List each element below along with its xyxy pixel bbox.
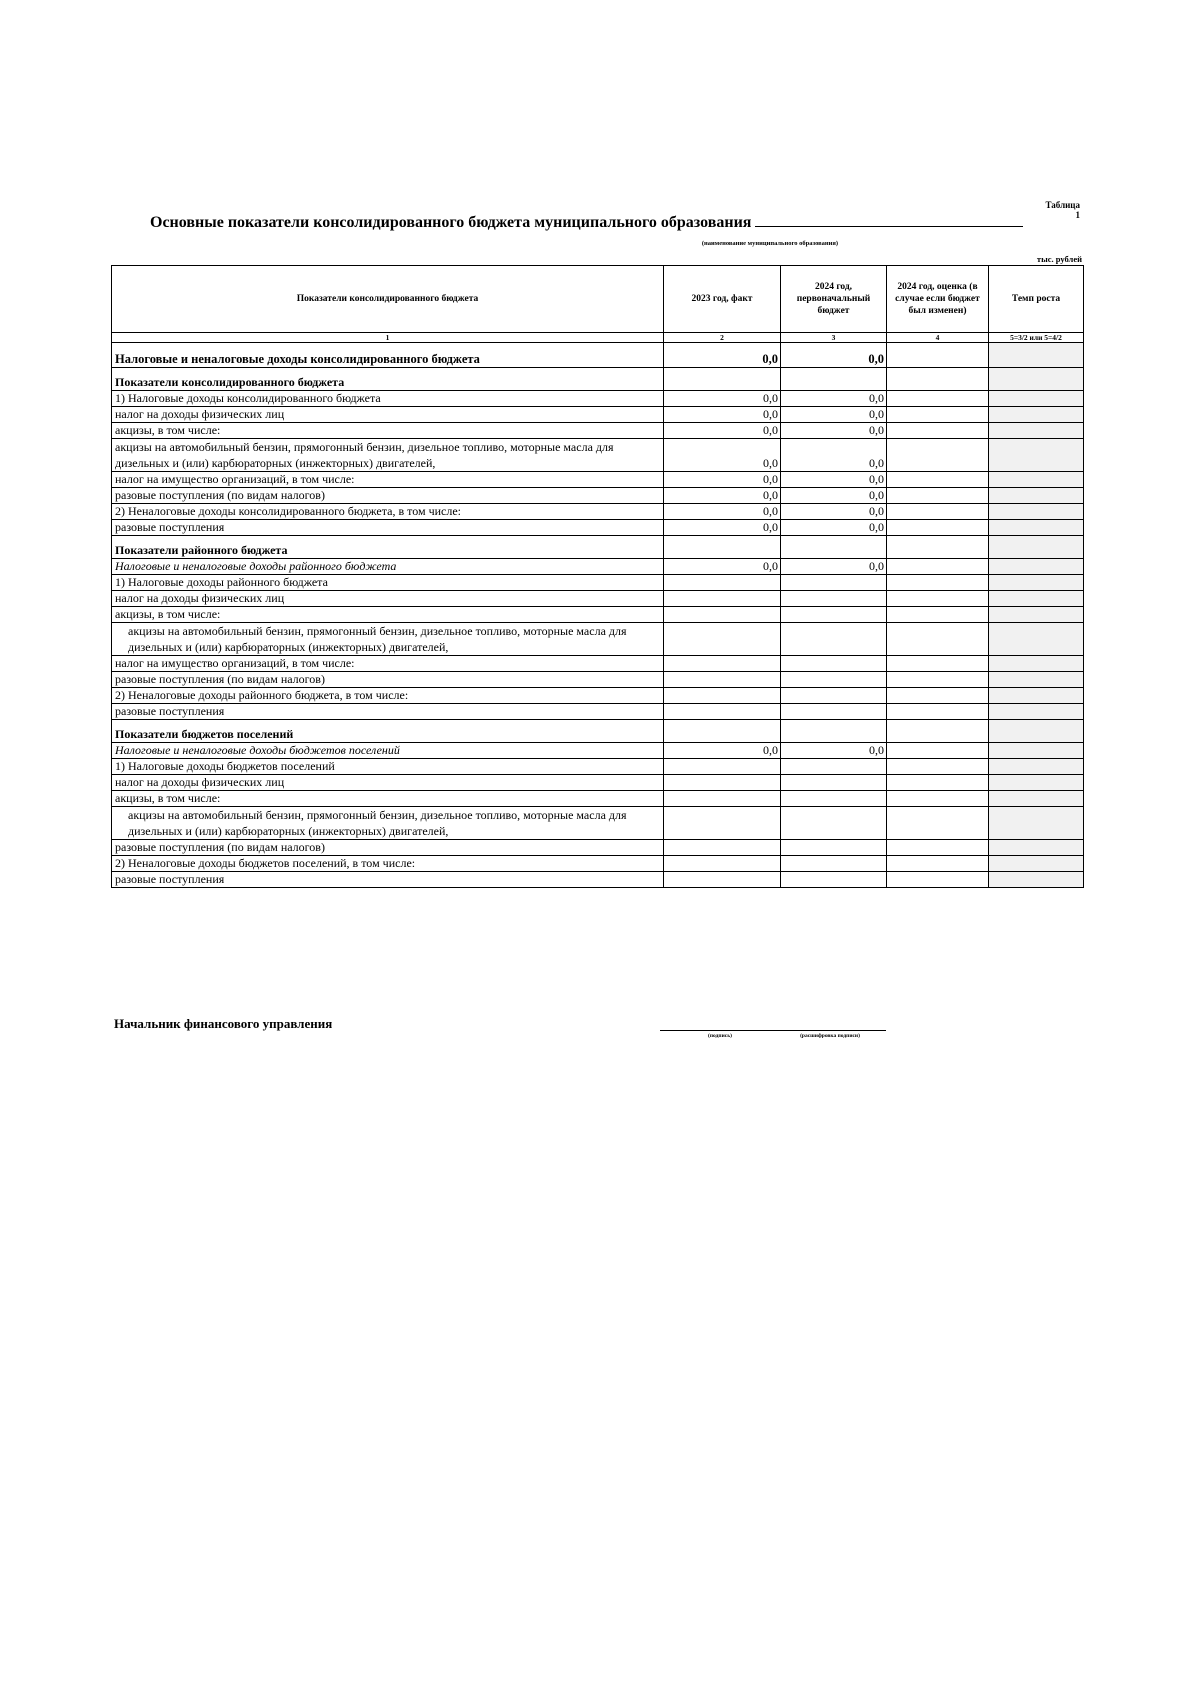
row-label: 1) Налоговые доходы районного бюджета — [112, 575, 664, 591]
table-row — [112, 488, 1084, 504]
table-row — [112, 607, 1084, 623]
value-initial-2024: 0,0 — [781, 439, 887, 472]
signature-decoding-caption: (расшифровка подписи) — [800, 1033, 860, 1039]
row-label: акцизы, в том числе: — [112, 791, 664, 807]
table-row — [112, 872, 1084, 888]
header-fact-2023: 2023 год, факт — [664, 266, 781, 333]
value-fact-2023: 0,0 — [664, 343, 781, 368]
table-row — [112, 704, 1084, 720]
row-label: акцизы, в том числе: — [112, 607, 664, 623]
table-header-row — [112, 266, 1084, 333]
column-numbers-row — [112, 333, 1084, 343]
table-row — [112, 520, 1084, 536]
value-fact-2023: 0,0 — [664, 559, 781, 575]
row-label: акцизы на автомобильный бензин, прямогонный бензин, дизельное топливо, моторные масла для дизельных и (или) карбюраторных (инжекторных) двигателей, — [112, 439, 664, 472]
table-row — [112, 623, 1084, 656]
table-row — [112, 559, 1084, 575]
table-row — [112, 791, 1084, 807]
table-row — [112, 575, 1084, 591]
header-indicator: Показатели консолидированного бюджета — [112, 266, 664, 333]
value-initial-2024: 0,0 — [781, 743, 887, 759]
value-fact-2023: 0,0 — [664, 743, 781, 759]
row-label: акцизы, в том числе: — [112, 423, 664, 439]
units-label: тыс. рублей — [1036, 254, 1082, 264]
table-row — [112, 407, 1084, 423]
document-title — [150, 212, 1023, 232]
row-label: Налоговые и неналоговые доходы консолидированного бюджета — [112, 343, 664, 368]
section-heading-row — [112, 536, 1084, 559]
value-initial-2024: 0,0 — [781, 520, 887, 536]
value-fact-2023: 0,0 — [664, 520, 781, 536]
row-label: разовые поступления (по видам налогов) — [112, 840, 664, 856]
header-initial-2024: 2024 год, первоначальный бюджет — [781, 266, 887, 333]
row-label: разовые поступления — [112, 704, 664, 720]
row-label: налог на доходы физических лиц — [112, 591, 664, 607]
value-fact-2023: 0,0 — [664, 488, 781, 504]
value-initial-2024: 0,0 — [781, 559, 887, 575]
row-label: разовые поступления (по видам налогов) — [112, 488, 664, 504]
value-fact-2023: 0,0 — [664, 423, 781, 439]
row-label: 2) Неналоговые доходы бюджетов поселений, в том числе: — [112, 856, 664, 872]
document-title-text: Основные показатели консолидированного бюджета муниципального образования — [150, 214, 752, 231]
table-row — [112, 504, 1084, 520]
table-row — [112, 688, 1084, 704]
row-label: налог на имущество организаций, в том числе: — [112, 656, 664, 672]
signatory-title: Начальник финансового управления — [114, 1016, 333, 1031]
row-label: разовые поступления (по видам налогов) — [112, 672, 664, 688]
header-growth: Темп роста — [989, 266, 1084, 333]
row-label: налог на доходы физических лиц — [112, 775, 664, 791]
value-fact-2023: 0,0 — [664, 439, 781, 472]
value-initial-2024: 0,0 — [781, 423, 887, 439]
section-heading-row — [112, 720, 1084, 743]
section-heading: Показатели консолидированного бюджета — [112, 368, 664, 391]
row-label: 2) Неналоговые доходы консолидированного бюджета, в том числе: — [112, 504, 664, 520]
row-label: разовые поступления — [112, 872, 664, 888]
budget-table — [111, 265, 1084, 888]
table-number-label: Таблица 1 — [1045, 200, 1080, 220]
signature-caption: (подпись) — [708, 1033, 732, 1039]
header-estimate-2024: 2024 год, оценка (в случае если бюджет был изменен) — [887, 266, 989, 333]
column-number: 5=3/2 или 5=4/2 — [989, 333, 1084, 343]
signature-line — [660, 1030, 886, 1031]
value-initial-2024: 0,0 — [781, 407, 887, 423]
value-initial-2024: 0,0 — [781, 472, 887, 488]
value-growth — [989, 343, 1084, 368]
value-fact-2023: 0,0 — [664, 391, 781, 407]
column-number: 3 — [781, 333, 887, 343]
section-heading: Показатели районного бюджета — [112, 536, 664, 559]
table-row — [112, 391, 1084, 407]
table-row — [112, 423, 1084, 439]
row-label: разовые поступления — [112, 520, 664, 536]
value-fact-2023: 0,0 — [664, 407, 781, 423]
row-label: налог на доходы физических лиц — [112, 407, 664, 423]
row-label: 1) Налоговые доходы консолидированного бюджета — [112, 391, 664, 407]
municipality-name-caption: (наименование муниципального образования) — [701, 240, 839, 247]
column-number: 2 — [664, 333, 781, 343]
section-heading-row — [112, 368, 1084, 391]
total-revenue-row — [112, 343, 1084, 368]
municipality-name-blank — [755, 212, 1023, 227]
value-initial-2024: 0,0 — [781, 504, 887, 520]
value-estimate-2024 — [887, 343, 989, 368]
value-initial-2024: 0,0 — [781, 391, 887, 407]
row-label: 1) Налоговые доходы бюджетов поселений — [112, 759, 664, 775]
table-row — [112, 656, 1084, 672]
table-row — [112, 840, 1084, 856]
column-number: 4 — [887, 333, 989, 343]
value-fact-2023: 0,0 — [664, 504, 781, 520]
table-row — [112, 472, 1084, 488]
value-fact-2023: 0,0 — [664, 472, 781, 488]
table-row — [112, 743, 1084, 759]
table-row — [112, 807, 1084, 840]
table-row — [112, 591, 1084, 607]
row-label: акцизы на автомобильный бензин, прямогонный бензин, дизельное топливо, моторные масла для дизельных и (или) карбюраторных (инжекторных) двигателей, — [112, 807, 664, 840]
row-label: акцизы на автомобильный бензин, прямогонный бензин, дизельное топливо, моторные масла для дизельных и (или) карбюраторных (инжекторных) двигателей, — [112, 623, 664, 656]
table-row — [112, 672, 1084, 688]
row-label: Налоговые и неналоговые доходы районного бюджета — [112, 559, 664, 575]
value-initial-2024: 0,0 — [781, 343, 887, 368]
table-row — [112, 856, 1084, 872]
table-row — [112, 775, 1084, 791]
column-number: 1 — [112, 333, 664, 343]
table-row — [112, 759, 1084, 775]
table-row — [112, 439, 1084, 472]
section-heading: Показатели бюджетов поселений — [112, 720, 664, 743]
row-label: 2) Неналоговые доходы районного бюджета, в том числе: — [112, 688, 664, 704]
row-label: Налоговые и неналоговые доходы бюджетов поселений — [112, 743, 664, 759]
row-label: налог на имущество организаций, в том числе: — [112, 472, 664, 488]
value-initial-2024: 0,0 — [781, 488, 887, 504]
